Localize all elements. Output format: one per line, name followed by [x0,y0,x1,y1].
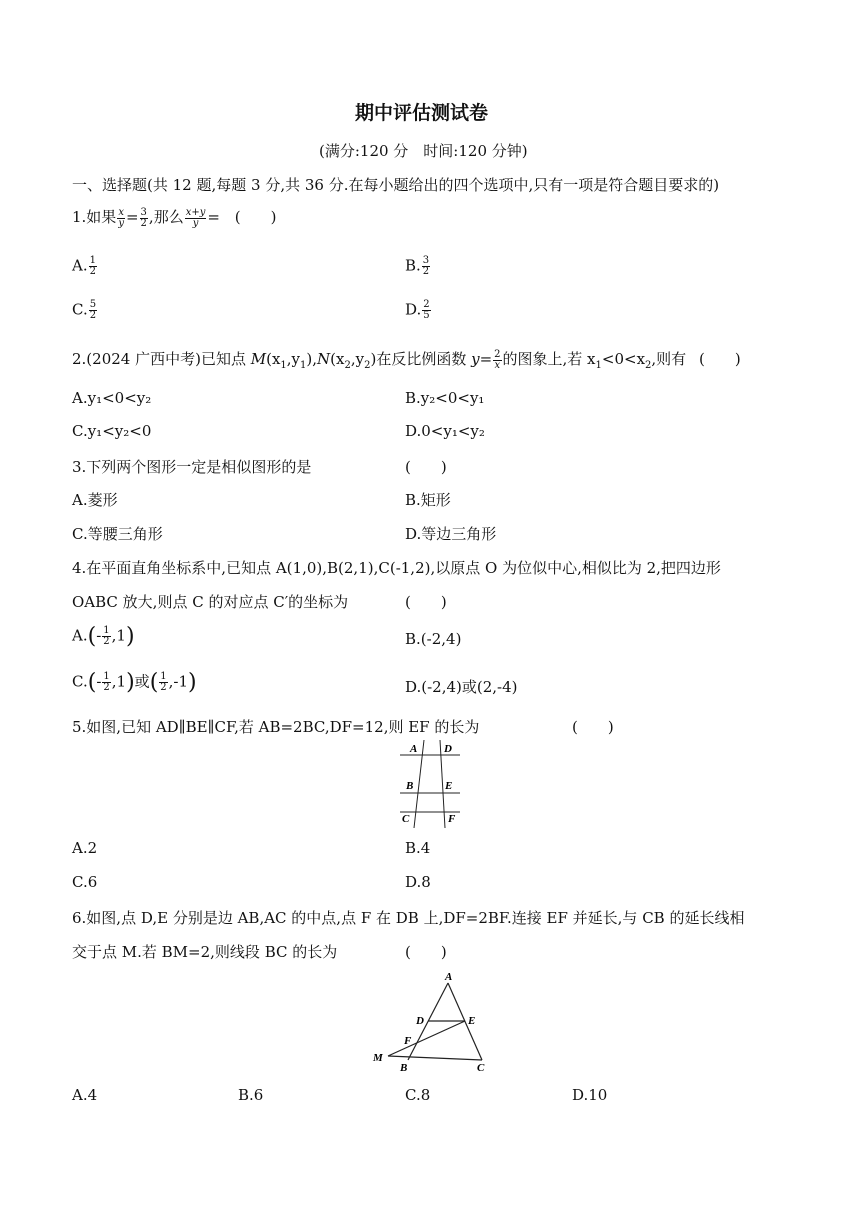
q1-option-a: A. $\frac{1}{2}$ [72,255,96,277]
q6-option-c: C.8 [405,1086,431,1104]
question-6-line1: 6.如图,点 D,E 分别是边 AB,AC 的中点,点 F 在 DB 上,DF=2BF.连接 EF 并延长,与 CB 的延长线相 [72,909,745,927]
q1-tail: = [207,208,220,226]
label-f: F [448,813,456,825]
question-2: 2.(2024 广西中考)已知点 $M(x_1,y_1),N(x_2,y_2)$在反比例函数 y= $\frac{2}{x}$ 的图象上,若 $x_1<0<x_2$,则有 ( ) [72,348,741,371]
q1-fraction-3-2: $\frac{3}{2}$ [140,206,147,229]
q1-option-b: B. $\frac{3}{2}$ [405,255,430,277]
q1-option-c: C. $\frac{5}{2}$ [72,299,97,321]
q6-triangle-figure [368,968,498,1076]
q5-parallel-lines-figure [398,738,464,830]
q3-option-a: A.菱形 [72,491,118,509]
label-m: M [373,1052,383,1064]
q2-option-d: D.0<y₁<y₂ [405,422,485,440]
q2-option-a: A.y₁<0<y₂ [72,389,152,407]
question-4-line1: 4.在平面直角坐标系中,已知点 A(1,0),B(2,1),C(-1,2),以原点 O 为位似中心,相似比为 2,把四边形 [72,559,721,577]
q2-answer-paren: ( ) [698,350,741,368]
label-c: C [402,813,410,825]
label-f: F [404,1035,412,1047]
q1-fraction-x-over-y: $\frac{x}{y}$ [118,206,124,229]
q4-option-d: D.(-2,4)或(2,-4) [405,678,518,696]
q1-prefix: 1.如果 [72,208,117,226]
q1-equals: = [125,208,139,226]
segment-me [388,1021,465,1056]
q4-option-c: C.(- $\frac{1}{2}$ ,1)或( $\frac{1}{2}$ ,-1) [72,670,197,695]
q3-option-b: B.矩形 [405,491,451,509]
question-1 [72,206,276,229]
q4-option-b: B.(-2,4) [405,630,462,648]
q6-option-a: A.4 [72,1086,98,1104]
q6-option-b: B.6 [238,1086,264,1104]
label-b: B [400,1062,408,1074]
q6-answer-paren: ( ) [405,943,447,961]
q4-option-a: A.(- $\frac{1}{2}$ ,1) [72,624,135,649]
label-a: A [410,743,418,755]
section-heading: 一、选择题(共 12 题,每题 3 分,共 36 分.在每小题给出的四个选项中,只有一项是符合题目要求的) [72,176,720,194]
q3-option-c: C.等腰三角形 [72,525,163,543]
label-b: B [406,780,414,792]
q2-option-c: C.y₁<y₂<0 [72,422,152,440]
question-6-line2: 交于点 M.若 BM=2,则线段 BC 的长为 [72,943,338,961]
q5-option-a: A.2 [72,839,98,857]
question-4-line2: OABC 放大,则点 C 的对应点 C′的坐标为 [72,593,349,611]
q1-answer-paren: ( ) [234,208,277,226]
label-e: E [445,780,453,792]
q3-answer-paren: ( ) [405,458,447,476]
label-e: E [468,1015,476,1027]
label-d: D [416,1015,424,1027]
q1-mid: ,那么 [148,208,184,226]
q5-answer-paren: ( ) [572,718,614,736]
label-c: C [477,1062,485,1074]
page-title: 期中评估测试卷 [355,102,489,124]
q5-option-c: C.6 [72,873,98,891]
side-mc [388,1056,482,1060]
question-5: 5.如图,已知 AD∥BE∥CF,若 AB=2BC,DF=12,则 EF 的长为 [72,718,480,736]
q5-option-d: D.8 [405,873,431,891]
q3-option-d: D.等边三角形 [405,525,497,543]
label-d: D [444,743,452,755]
exam-info: (满分:120 分 时间:120 分钟) [319,142,528,160]
label-a: A [445,971,453,983]
q6-option-d: D.10 [572,1086,608,1104]
q1-fraction-xy-over-y: $\frac{x+y}{y}$ [185,206,206,229]
q1-option-d: D. $\frac{2}{5}$ [405,299,430,321]
q4-answer-paren: ( ) [405,593,447,611]
q2-option-b: B.y₂<0<y₁ [405,389,485,407]
q5-option-b: B.4 [405,839,431,857]
question-3: 3.下列两个图形一定是相似图形的是 [72,458,312,476]
